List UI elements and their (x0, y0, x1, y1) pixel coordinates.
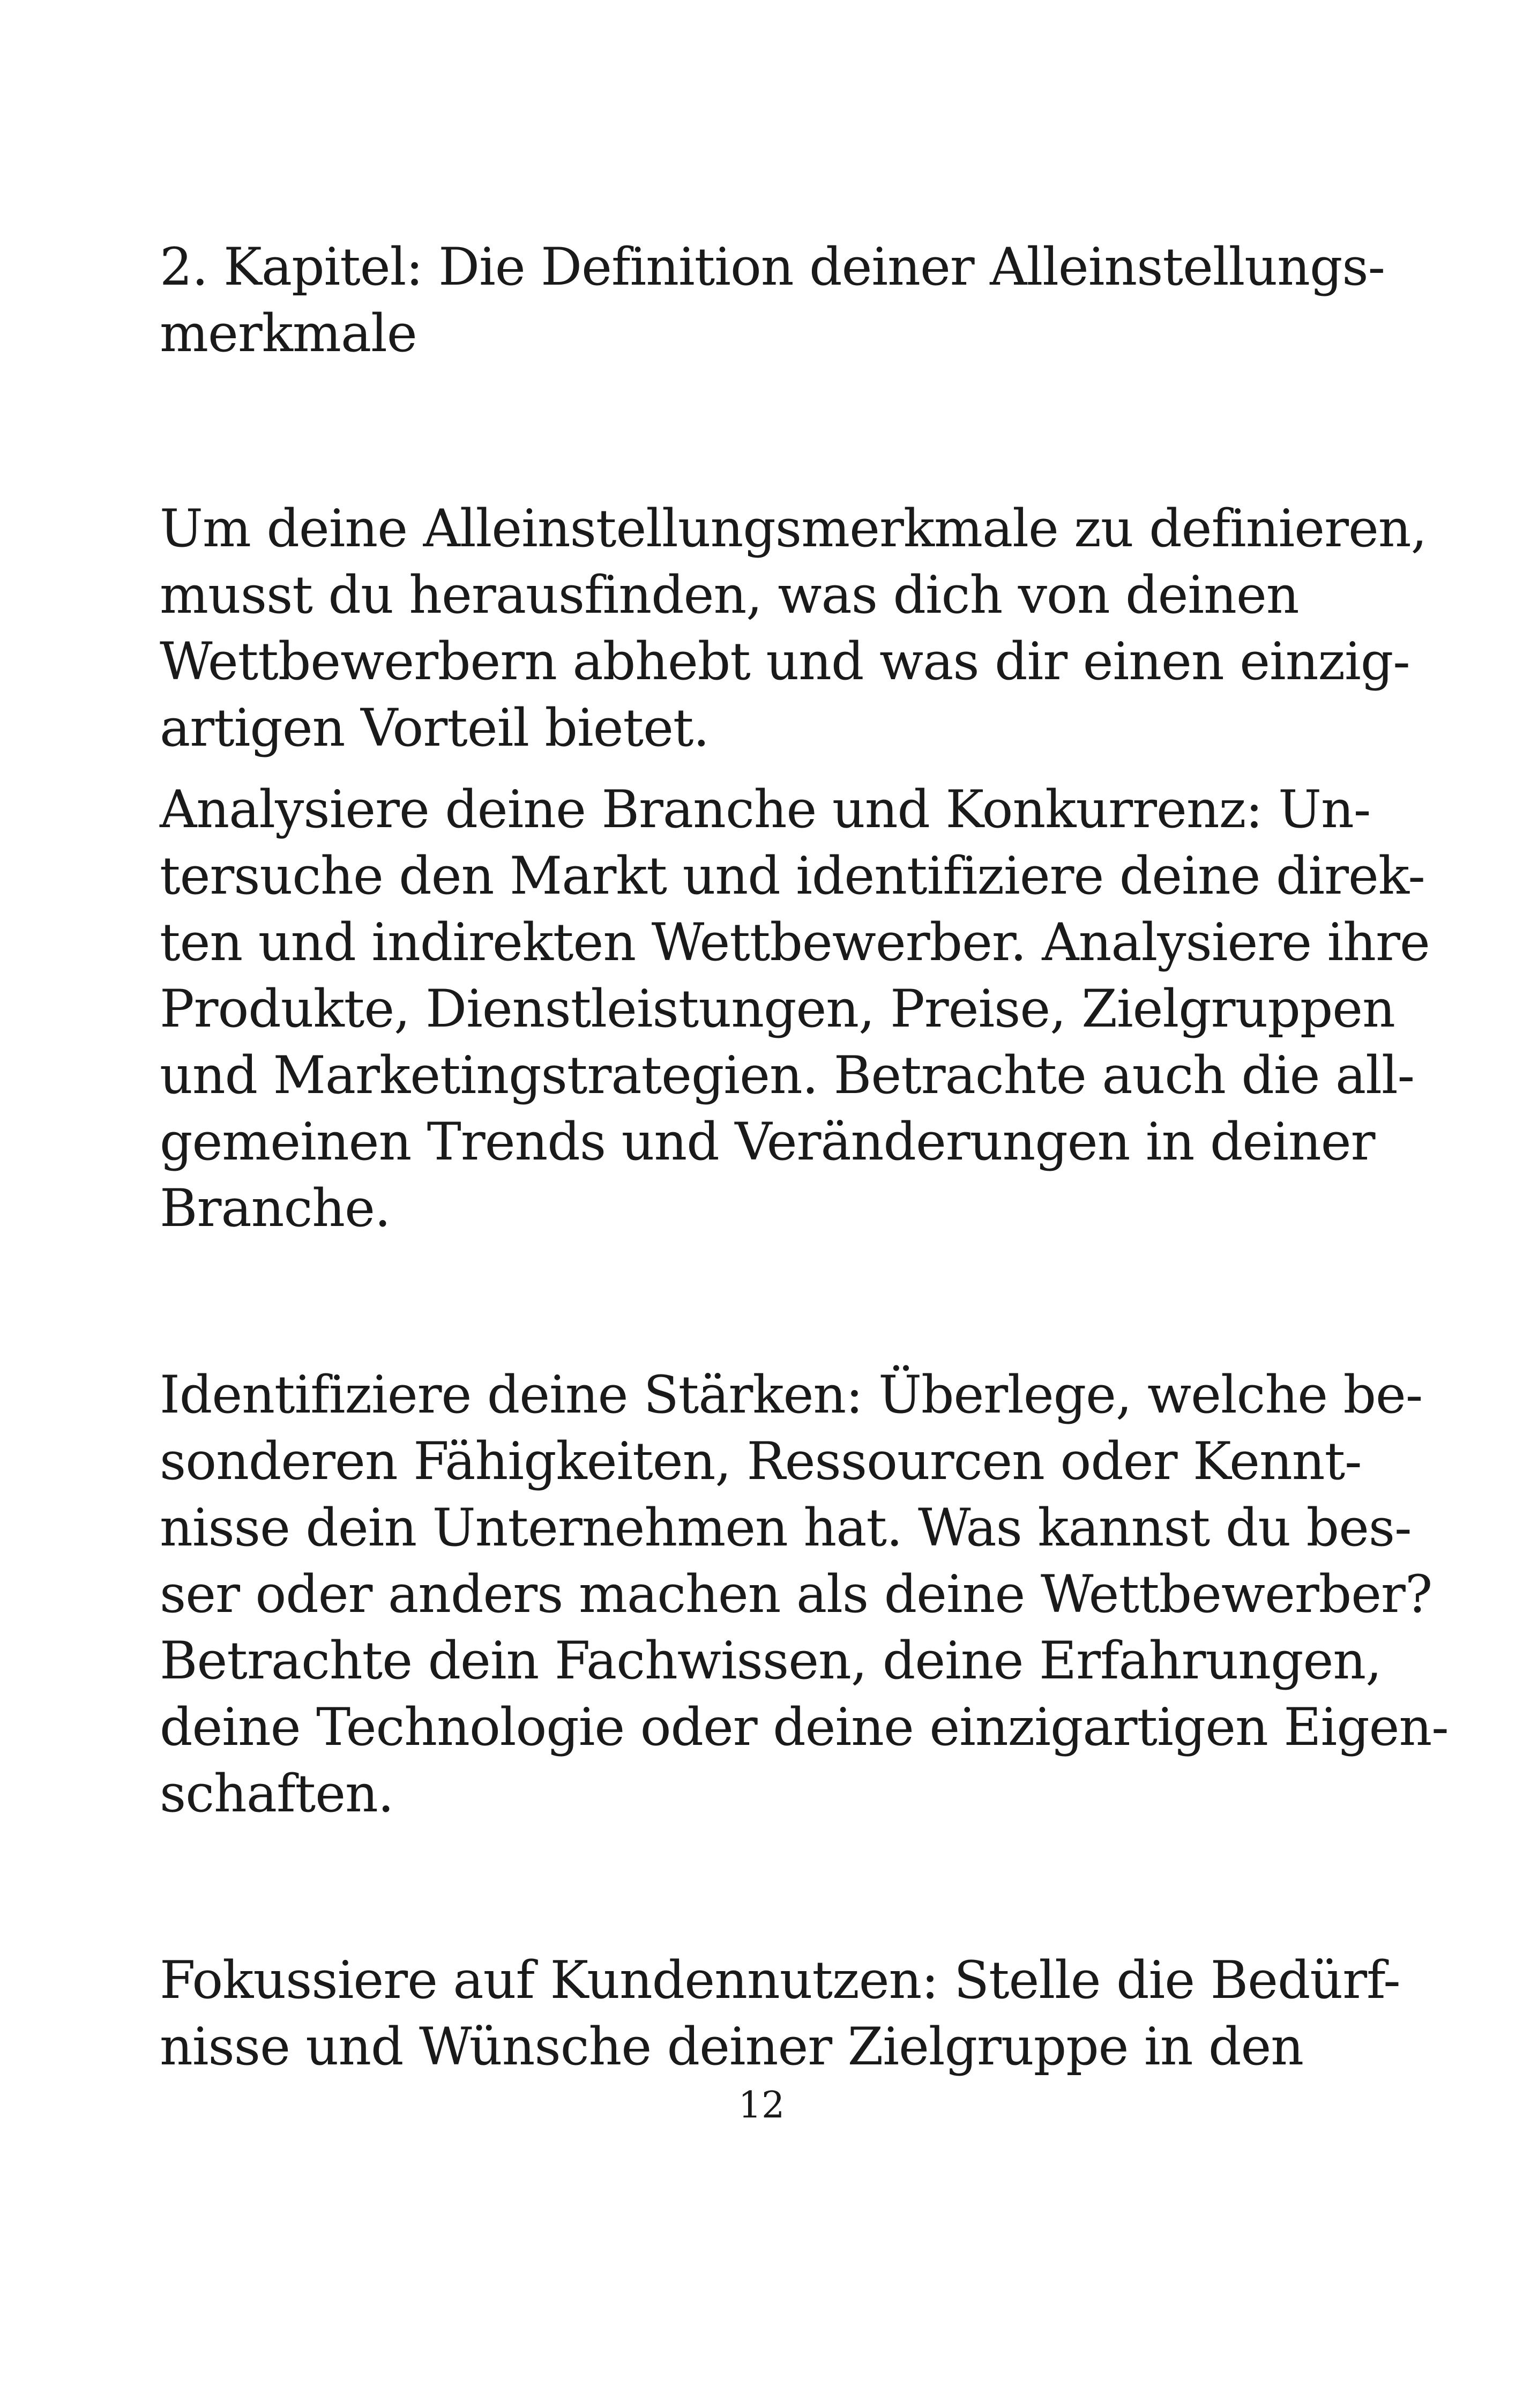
paragraph-line: Identifiziere deine Stärken: Überlege, welche be- (160, 1365, 1423, 1425)
paragraph-line: Betrachte dein Fachwissen, deine Erfahrungen, (160, 1631, 1382, 1691)
paragraph-line: deine Technologie oder deine einzigartigen Eigen- (160, 1697, 1449, 1757)
paragraph-line: artigen Vorteil bietet. (160, 698, 709, 758)
paragraph-line: Um deine Alleinstellungsmerkmale zu definieren, (160, 499, 1427, 559)
paragraph-line: sonderen Fähigkeiten, Ressourcen oder Kennt- (160, 1431, 1362, 1491)
paragraph-line: und Marketingstrategien. Betrachte auch die all- (160, 1045, 1415, 1105)
paragraph-line: Wettbewerbern abhebt und was dir einen einzig- (160, 631, 1410, 692)
paragraph-line: Produkte, Dienstleistungen, Preise, Zielgruppen (160, 979, 1395, 1039)
page-number: 12 (738, 2084, 785, 2127)
paragraph-line: gemeinen Trends und Veränderungen in deiner (160, 1112, 1375, 1172)
paragraph-line: ser oder anders machen als deine Wettbewerber? (160, 1564, 1432, 1624)
paragraph-line: nisse dein Unternehmen hat. Was kannst du bes- (160, 1498, 1412, 1558)
paragraph-line: musst du herausfinden, was dich von deinen (160, 565, 1299, 625)
paragraph-line: Fokussiere auf Kundennutzen: Stelle die Bedürf- (160, 1950, 1400, 2010)
paragraph-line: ten und indirekten Wettbewerber. Analysiere ihre (160, 912, 1430, 972)
chapter-title-line: merkmale (160, 303, 417, 363)
paragraph-line: nisse und Wünsche deiner Zielgruppe in den (160, 2017, 1304, 2077)
chapter-title-line: 2. Kapitel: Die Definition deiner Alleinstellungs- (160, 237, 1385, 297)
paragraph-line: schaften. (160, 1764, 394, 1824)
paragraph-line: Branche. (160, 1178, 391, 1238)
paragraph-line: Analysiere deine Branche und Konkurrenz: Un- (160, 779, 1371, 839)
paragraph-line: tersuche den Markt und identifiziere deine direk- (160, 846, 1425, 906)
